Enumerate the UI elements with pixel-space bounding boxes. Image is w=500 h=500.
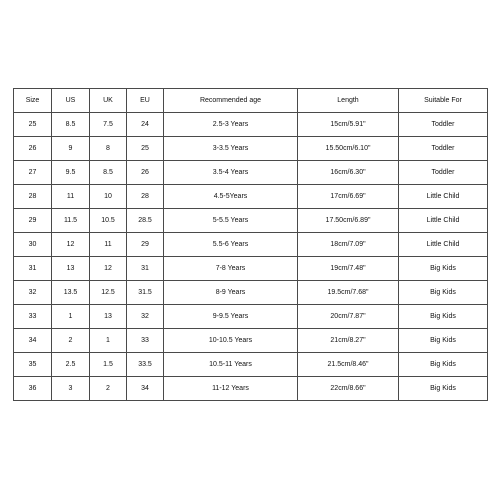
table-row [14,233,488,257]
suitable-for-cell: Toddler [399,113,488,137]
eu-cell: 28 [127,185,164,209]
table-body [14,113,488,401]
size-cell: 33 [14,305,52,329]
us-cell: 8.5 [52,113,90,137]
eu-cell: 29 [127,233,164,257]
age-cell: 7-8 Years [164,257,298,281]
eu-cell: 31.5 [127,281,164,305]
size-cell: 35 [14,353,52,377]
age-cell: 5-5.5 Years [164,209,298,233]
eu-cell: 28.5 [127,209,164,233]
uk-cell: 12 [90,257,127,281]
uk-cell: 1 [90,329,127,353]
header-uk: UK [90,89,127,113]
suitable-for-cell: Little Child [399,209,488,233]
uk-cell: 8.5 [90,161,127,185]
size-cell: 30 [14,233,52,257]
suitable-for-cell: Big Kids [399,377,488,401]
length-cell: 21cm/8.27" [298,329,399,353]
uk-cell: 11 [90,233,127,257]
age-cell: 5.5-6 Years [164,233,298,257]
suitable-for-cell: Little Child [399,185,488,209]
table-row [14,209,488,233]
age-cell: 2.5-3 Years [164,113,298,137]
suitable-for-cell: Big Kids [399,353,488,377]
length-cell: 19cm/7.48" [298,257,399,281]
uk-cell: 10.5 [90,209,127,233]
size-cell: 28 [14,185,52,209]
suitable-for-cell: Little Child [399,233,488,257]
uk-cell: 7.5 [90,113,127,137]
uk-cell: 13 [90,305,127,329]
uk-cell: 10 [90,185,127,209]
us-cell: 9 [52,137,90,161]
size-cell: 26 [14,137,52,161]
header-length: Length [298,89,399,113]
header-us: US [52,89,90,113]
table-row [14,281,488,305]
us-cell: 9.5 [52,161,90,185]
suitable-for-cell: Big Kids [399,305,488,329]
header-suitable-for: Suitable For [399,89,488,113]
suitable-for-cell: Toddler [399,161,488,185]
size-cell: 36 [14,377,52,401]
length-cell: 21.5cm/8.46" [298,353,399,377]
table-row [14,137,488,161]
suitable-for-cell: Big Kids [399,281,488,305]
us-cell: 2.5 [52,353,90,377]
age-cell: 4.5-5Years [164,185,298,209]
size-cell: 32 [14,281,52,305]
age-cell: 9-9.5 Years [164,305,298,329]
us-cell: 13.5 [52,281,90,305]
length-cell: 15cm/5.91" [298,113,399,137]
length-cell: 20cm/7.87" [298,305,399,329]
eu-cell: 33.5 [127,353,164,377]
us-cell: 3 [52,377,90,401]
us-cell: 13 [52,257,90,281]
table-row [14,329,488,353]
us-cell: 11 [52,185,90,209]
age-cell: 3.5-4 Years [164,161,298,185]
eu-cell: 24 [127,113,164,137]
length-cell: 22cm/8.66" [298,377,399,401]
size-cell: 25 [14,113,52,137]
uk-cell: 2 [90,377,127,401]
eu-cell: 32 [127,305,164,329]
table-row [14,161,488,185]
table-header-row [14,89,488,113]
table-row [14,305,488,329]
age-cell: 10-10.5 Years [164,329,298,353]
us-cell: 12 [52,233,90,257]
eu-cell: 31 [127,257,164,281]
suitable-for-cell: Big Kids [399,257,488,281]
size-cell: 29 [14,209,52,233]
length-cell: 19.5cm/7.68" [298,281,399,305]
length-cell: 15.50cm/6.10" [298,137,399,161]
age-cell: 11-12 Years [164,377,298,401]
uk-cell: 12.5 [90,281,127,305]
size-cell: 31 [14,257,52,281]
table-row [14,257,488,281]
length-cell: 17cm/6.69" [298,185,399,209]
suitable-for-cell: Toddler [399,137,488,161]
us-cell: 11.5 [52,209,90,233]
age-cell: 10.5-11 Years [164,353,298,377]
eu-cell: 34 [127,377,164,401]
eu-cell: 26 [127,161,164,185]
header-eu: EU [127,89,164,113]
table-row [14,185,488,209]
uk-cell: 8 [90,137,127,161]
header-size: Size [14,89,52,113]
size-cell: 27 [14,161,52,185]
age-cell: 3-3.5 Years [164,137,298,161]
eu-cell: 33 [127,329,164,353]
table-row [14,113,488,137]
size-chart-table [13,88,488,401]
uk-cell: 1.5 [90,353,127,377]
size-cell: 34 [14,329,52,353]
us-cell: 1 [52,305,90,329]
eu-cell: 25 [127,137,164,161]
age-cell: 8-9 Years [164,281,298,305]
length-cell: 16cm/6.30" [298,161,399,185]
length-cell: 18cm/7.09" [298,233,399,257]
us-cell: 2 [52,329,90,353]
table-row [14,377,488,401]
header-recommended-age: Recommended age [164,89,298,113]
length-cell: 17.50cm/6.89" [298,209,399,233]
suitable-for-cell: Big Kids [399,329,488,353]
table-row [14,353,488,377]
